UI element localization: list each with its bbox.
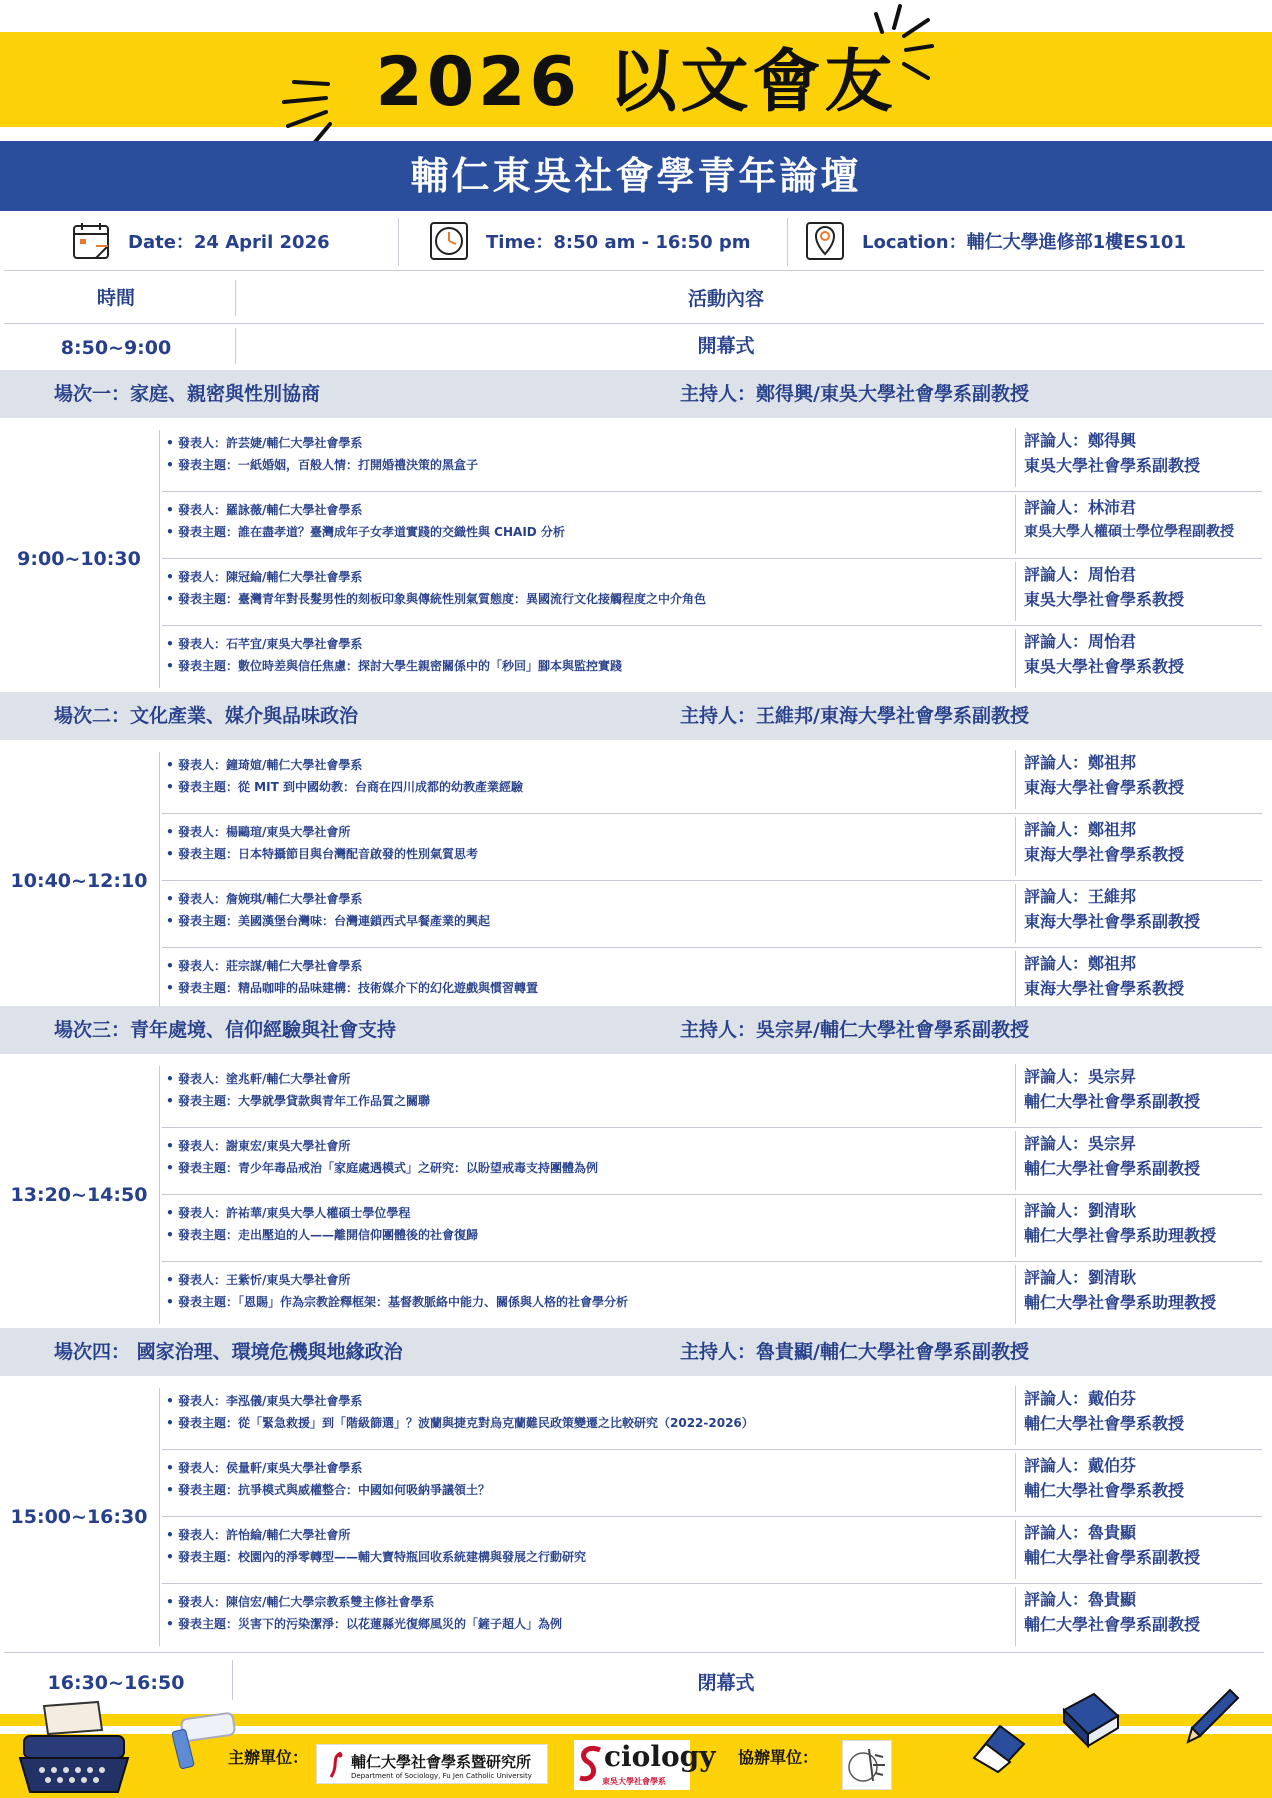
session-host: 主持人：魯貴顯/輔仁大學社會學系副教授 <box>680 1341 1029 1363</box>
discussant-title: 東吳大學社會學系教授 <box>1024 657 1185 676</box>
presenter-line <box>162 1390 1020 1412</box>
topic-line <box>162 776 1020 798</box>
row-divider <box>162 625 1262 626</box>
discussant-title: 輔仁大學社會學系教授 <box>1024 1414 1185 1433</box>
discussant-cell <box>1015 428 1272 487</box>
discussant-title: 東吳大學社會學系副教授 <box>1024 456 1201 475</box>
poster-title: 2026 以文會友 <box>375 43 897 122</box>
discussant-name: 評論人：戴伯芬 <box>1024 1389 1137 1408</box>
clock-icon <box>430 222 468 260</box>
bullet-icon: • <box>166 1206 174 1220</box>
discussant-cell <box>1015 1587 1272 1646</box>
discussant-cell <box>1015 562 1272 621</box>
topic-text: 發表主題：一紙婚姻，百般人情：打開婚禮決策的黑盒子 <box>178 458 479 472</box>
discussant-title: 輔仁大學社會學系副教授 <box>1024 1092 1201 1111</box>
presenter-line <box>162 1269 1020 1291</box>
co-organizer-label: 協辦單位： <box>738 1748 819 1767</box>
presenter-line <box>162 566 1020 588</box>
discussant-name: 評論人：劉清耿 <box>1024 1268 1137 1287</box>
bullet-icon: • <box>166 847 174 861</box>
session-host: 主持人：王維邦/東海大學社會學系副教授 <box>680 705 1029 727</box>
presenter-text: 發表人：許祐華/東吳大學人權碩士學位學程 <box>178 1206 411 1220</box>
bullet-icon: • <box>166 825 174 839</box>
bullet-icon: • <box>166 1595 174 1609</box>
topic-line <box>162 655 1020 677</box>
presentation-item <box>162 888 1020 932</box>
session-time: 9:00~10:30 <box>17 548 141 570</box>
calligraphy-seal-icon <box>843 1741 893 1791</box>
bullet-icon: • <box>166 1295 174 1309</box>
topic-line <box>162 1224 1020 1246</box>
topic-line <box>162 1291 1020 1313</box>
bullet-icon: • <box>166 1528 174 1542</box>
fujen-logo-english: Department of Sociology, Fu Jen Catholic University <box>351 1772 532 1780</box>
topic-text: 發表主題：誰在盡孝道？臺灣成年子女孝道實踐的交織性與 CHAID 分析 <box>178 525 565 539</box>
presenter-text: 發表人：鐘琦媗/輔仁大學社會學系 <box>178 758 363 772</box>
discussant-title: 東海大學社會學系副教授 <box>1024 912 1201 931</box>
presenter-text: 發表人：羅詠薇/輔仁大學社會學系 <box>178 503 363 517</box>
discussant-cell <box>1015 750 1272 809</box>
topic-line <box>162 588 1020 610</box>
discussant-title: 東海大學社會學系教授 <box>1024 979 1185 998</box>
closing-time: 16:30~16:50 <box>47 1672 185 1694</box>
bullet-icon: • <box>166 1094 174 1108</box>
location-info <box>806 212 1186 270</box>
presentation-item <box>162 1068 1020 1112</box>
row-divider <box>162 558 1262 559</box>
bullet-icon: • <box>166 758 174 772</box>
presenter-text: 發表人：石芊宜/東吳大學社會學系 <box>178 637 363 651</box>
discussant-name: 評論人：周怡君 <box>1024 632 1137 651</box>
discussant-cell <box>1015 884 1272 943</box>
presentation-item <box>162 1269 1020 1313</box>
topic-text: 發表主題：從 MIT 到中國幼教：台商在四川成都的幼教產業經驗 <box>178 780 523 794</box>
bullet-icon: • <box>166 1461 174 1475</box>
topic-text: 發表主題：災害下的污染潔淨：以花蓮縣光復鄉風災的「鏟子超人」為例 <box>178 1617 563 1631</box>
presentation-item <box>162 1524 1020 1568</box>
presenter-text: 發表人：楊鷗瑄/東吳大學社會所 <box>178 825 351 839</box>
topic-text: 發表主題：校園內的淨零轉型——輔大寶特瓶回收系統建構與發展之行動研究 <box>178 1550 587 1564</box>
column-divider <box>232 1660 233 1700</box>
soochow-logo-text: ciology <box>604 1740 716 1773</box>
presenter-text: 發表人：詹婉琪/輔仁大學社會學系 <box>178 892 363 906</box>
presentation-item <box>162 1202 1020 1246</box>
discussant-name: 評論人：鄭祖邦 <box>1024 753 1137 772</box>
topic-text: 發表主題：「恩賜」作為宗教詮釋框架：基督教脈絡中能力、關係與人格的社會學分析 <box>178 1295 629 1309</box>
row-divider <box>162 1194 1262 1195</box>
presentation-item <box>162 754 1020 798</box>
topic-text: 發表主題：青少年毒品戒治「家庭處遇模式」之研究：以盼望戒毒支持團體為例 <box>178 1161 599 1175</box>
topic-line <box>162 1157 1020 1179</box>
discussant-cell <box>1015 1198 1272 1257</box>
presenter-line <box>162 1457 1020 1479</box>
presentation-item <box>162 499 1020 543</box>
fujen-emblem-icon <box>325 1751 347 1779</box>
topic-line <box>162 1090 1020 1112</box>
presentation-item <box>162 633 1020 677</box>
topic-line <box>162 454 1020 476</box>
presenter-line <box>162 1591 1020 1613</box>
session-host: 主持人：吳宗昇/輔仁大學社會學系副教授 <box>680 1019 1029 1041</box>
location-text: Location：輔仁大學進修部1樓ES101 <box>862 232 1186 253</box>
topic-text: 發表主題：抗爭模式與威權整合：中國如何吸納爭議領土？ <box>178 1483 491 1497</box>
session-bar <box>0 1006 1272 1054</box>
presentation-item <box>162 1390 1020 1434</box>
presenter-line <box>162 955 1020 977</box>
divider-line <box>4 270 1264 271</box>
presenter-line <box>162 432 1020 454</box>
session-bar <box>0 1328 1272 1376</box>
bullet-icon: • <box>166 780 174 794</box>
session-title: 場次四： 國家治理、環境危機與地緣政治 <box>54 1341 403 1363</box>
presenter-text: 發表人：許怡綸/輔仁大學社會所 <box>178 1528 351 1542</box>
bullet-icon: • <box>166 1161 174 1175</box>
column-divider <box>159 1066 160 1324</box>
topic-text: 發表主題：數位時差與信任焦慮：探討大學生親密關係中的「秒回」腳本與監控實踐 <box>178 659 623 673</box>
discussant-cell <box>1015 1265 1272 1324</box>
presenter-text: 發表人：許芸婕/輔仁大學社會學系 <box>178 436 363 450</box>
discussant-title: 輔仁大學社會學系教授 <box>1024 1481 1185 1500</box>
bullet-icon: • <box>166 1483 174 1497</box>
bullet-icon: • <box>166 981 174 995</box>
presenter-line <box>162 1524 1020 1546</box>
fujen-logo-name: 輔仁大學社會學系暨研究所 <box>351 1753 532 1771</box>
info-divider <box>398 218 399 266</box>
bullet-icon: • <box>166 892 174 906</box>
bullet-icon: • <box>166 1139 174 1153</box>
bullet-icon: • <box>166 637 174 651</box>
presenter-line <box>162 1135 1020 1157</box>
discussant-name: 評論人：戴伯芬 <box>1024 1456 1137 1475</box>
discussant-title: 輔仁大學社會學系副教授 <box>1024 1548 1201 1567</box>
bullet-icon: • <box>166 659 174 673</box>
column-divider <box>159 430 160 688</box>
presenter-line <box>162 633 1020 655</box>
discussant-title: 東海大學社會學系教授 <box>1024 845 1185 864</box>
discussant-name: 評論人：魯貴顯 <box>1024 1590 1137 1609</box>
opening-time: 8:50~9:00 <box>60 337 172 359</box>
bullet-icon: • <box>166 570 174 584</box>
discussant-name: 評論人：鄭祖邦 <box>1024 820 1137 839</box>
session-bar <box>0 692 1272 740</box>
discussant-name: 評論人：劉清耿 <box>1024 1201 1137 1220</box>
column-divider <box>159 1388 160 1646</box>
topic-line <box>162 1613 1020 1635</box>
discussant-cell <box>1015 1131 1272 1190</box>
row-divider <box>162 491 1262 492</box>
calendar-icon <box>72 222 110 260</box>
session-time: 15:00~16:30 <box>10 1506 148 1528</box>
bullet-icon: • <box>166 1072 174 1086</box>
discussant-name: 評論人：王維邦 <box>1024 887 1137 906</box>
row-divider <box>162 813 1262 814</box>
row-divider <box>162 1127 1262 1128</box>
session-bar <box>0 370 1272 418</box>
poster-subtitle: 輔仁東吳社會學青年論壇 <box>410 154 862 198</box>
bullet-icon: • <box>166 1273 174 1287</box>
info-divider <box>787 218 788 266</box>
topic-text: 發表主題：日本特攝節目與台灣配音啟發的性別氣質思考 <box>178 847 479 861</box>
topic-line <box>162 521 1020 543</box>
discussant-name: 評論人：吳宗昇 <box>1024 1067 1137 1086</box>
typewriter-icon <box>14 1700 134 1796</box>
presenter-text: 發表人：謝東宏/東吳大學社會所 <box>178 1139 351 1153</box>
discussant-title: 東吳大學社會學系教授 <box>1024 590 1185 609</box>
discussant-name: 評論人：鄭祖邦 <box>1024 954 1137 973</box>
pencil-icon <box>1186 1686 1240 1746</box>
presentation-item <box>162 566 1020 610</box>
discussant-cell <box>1015 817 1272 876</box>
bullet-icon: • <box>166 1228 174 1242</box>
bullet-icon: • <box>166 525 174 539</box>
soochow-sociology-logo <box>574 1740 716 1790</box>
eraser-icon <box>966 1718 1030 1774</box>
presentation-item <box>162 1135 1020 1179</box>
divider-line <box>4 1652 1264 1653</box>
bullet-icon: • <box>166 914 174 928</box>
topic-line <box>162 910 1020 932</box>
opening-label: 開幕式 <box>697 335 755 357</box>
discussant-name: 評論人：林沛君 <box>1024 498 1137 517</box>
topic-line <box>162 1546 1020 1568</box>
presentation-item <box>162 955 1020 999</box>
date-info <box>72 212 330 270</box>
book-icon <box>1058 1690 1122 1750</box>
presenter-text: 發表人：莊宗謀/輔仁大學社會學系 <box>178 959 363 973</box>
discussant-cell <box>1015 1386 1272 1445</box>
presenter-text: 發表人：陳冠綸/輔仁大學社會學系 <box>178 570 363 584</box>
bullet-icon: • <box>166 458 174 472</box>
presenter-text: 發表人：侯量軒/東吳大學社會學系 <box>178 1461 363 1475</box>
table-head-content: 活動內容 <box>687 288 764 310</box>
discussant-name: 評論人：魯貴顯 <box>1024 1523 1137 1542</box>
session-title: 場次三：青年處境、信仰經驗與社會支持 <box>54 1019 397 1041</box>
discussant-title: 東吳大學人權碩士學位學程副教授 <box>1024 524 1234 540</box>
discussant-name: 評論人：周怡君 <box>1024 565 1137 584</box>
event-info-row <box>0 212 1272 270</box>
discussant-cell <box>1015 495 1272 554</box>
closing-label: 閉幕式 <box>697 1672 755 1694</box>
discussant-cell <box>1015 1064 1272 1123</box>
row-divider <box>162 1449 1262 1450</box>
bullet-icon: • <box>166 1416 174 1430</box>
map-pin-icon <box>806 222 844 260</box>
topic-line <box>162 1412 1020 1434</box>
topic-text: 發表主題：精品咖啡的品味建構：技術媒介下的幻化遊戲與慣習轉置 <box>178 981 539 995</box>
discussant-cell <box>1015 1453 1272 1512</box>
bullet-icon: • <box>166 1617 174 1631</box>
discussant-name: 評論人：吳宗昇 <box>1024 1134 1137 1153</box>
discussant-title: 輔仁大學社會學系助理教授 <box>1024 1293 1217 1312</box>
time-text: Time：8:50 am - 16:50 pm <box>486 232 751 253</box>
organizer-label: 主辦單位： <box>228 1748 309 1767</box>
soochow-logo-subtitle: 東吳大學社會學系 <box>602 1777 666 1786</box>
discussant-title: 輔仁大學社會學系副教授 <box>1024 1615 1201 1634</box>
presenter-line <box>162 1068 1020 1090</box>
discussant-name: 評論人：鄭得興 <box>1024 431 1137 450</box>
column-divider <box>159 752 160 1010</box>
presenter-text: 發表人：陳信宏/輔仁大學宗教系雙主修社會學系 <box>178 1595 435 1609</box>
burst-decoration-right <box>870 2 940 82</box>
presenter-text: 發表人：李泓儀/東吳大學社會學系 <box>178 1394 363 1408</box>
divider-line <box>4 323 1264 324</box>
discussant-cell <box>1015 629 1272 688</box>
presentation-item <box>162 821 1020 865</box>
co-organizer-logo <box>842 1740 892 1790</box>
topic-text: 發表主題：走出壓迫的人——離開信仰團體後的社會復歸 <box>178 1228 479 1242</box>
session-title: 場次二：文化產業、媒介與品味政治 <box>54 705 359 727</box>
time-info <box>430 212 751 270</box>
discussant-title: 輔仁大學社會學系助理教授 <box>1024 1226 1217 1245</box>
topic-line <box>162 1479 1020 1501</box>
bullet-icon: • <box>166 436 174 450</box>
topic-line <box>162 977 1020 999</box>
row-divider <box>162 1583 1262 1584</box>
row-divider <box>162 1516 1262 1517</box>
bullet-icon: • <box>166 1394 174 1408</box>
presenter-text: 發表人：王紫忻/東吳大學社會所 <box>178 1273 351 1287</box>
presentation-item <box>162 1591 1020 1635</box>
presenter-text: 發表人：塗兆軒/輔仁大學社會所 <box>178 1072 351 1086</box>
presenter-line <box>162 821 1020 843</box>
topic-text: 發表主題：臺灣青年對長髮男性的刻板印象與傳統性別氣質態度：異國流行文化接觸程度之中介角色 <box>178 592 707 606</box>
fujen-sociology-logo <box>316 1744 548 1784</box>
presentation-item <box>162 432 1020 476</box>
bullet-icon: • <box>166 959 174 973</box>
row-divider <box>162 1261 1262 1262</box>
discussant-title: 輔仁大學社會學系副教授 <box>1024 1159 1201 1178</box>
topic-text: 發表主題：美國漢堡台灣味：台灣連鎖西式早餐產業的興起 <box>178 914 491 928</box>
session-host: 主持人：鄭得興/東吳大學社會學系副教授 <box>680 383 1029 405</box>
presenter-line <box>162 1202 1020 1224</box>
topic-text: 發表主題：從「緊急救援」到「階級篩選」？波蘭與捷克對烏克蘭難民政策變遷之比較研究（2022-2026） <box>178 1416 754 1430</box>
date-text: Date：24 April 2026 <box>128 232 330 253</box>
presenter-line <box>162 888 1020 910</box>
discussant-cell <box>1015 951 1272 1010</box>
presenter-line <box>162 499 1020 521</box>
presenter-line <box>162 754 1020 776</box>
discussant-title: 東海大學社會學系教授 <box>1024 778 1185 797</box>
session-time: 13:20~14:50 <box>10 1184 148 1206</box>
table-head-time: 時間 <box>96 287 135 309</box>
bullet-icon: • <box>166 503 174 517</box>
session-time: 10:40~12:10 <box>10 870 148 892</box>
topic-text: 發表主題：大學就學貸款與青年工作品質之關聯 <box>178 1094 431 1108</box>
topic-line <box>162 843 1020 865</box>
presentation-item <box>162 1457 1020 1501</box>
discussant-cell <box>1015 1520 1272 1579</box>
row-divider <box>162 947 1262 948</box>
row-divider <box>162 880 1262 881</box>
bullet-icon: • <box>166 1550 174 1564</box>
session-title: 場次一：家庭、親密與性別協商 <box>54 383 321 405</box>
bullet-icon: • <box>166 592 174 606</box>
